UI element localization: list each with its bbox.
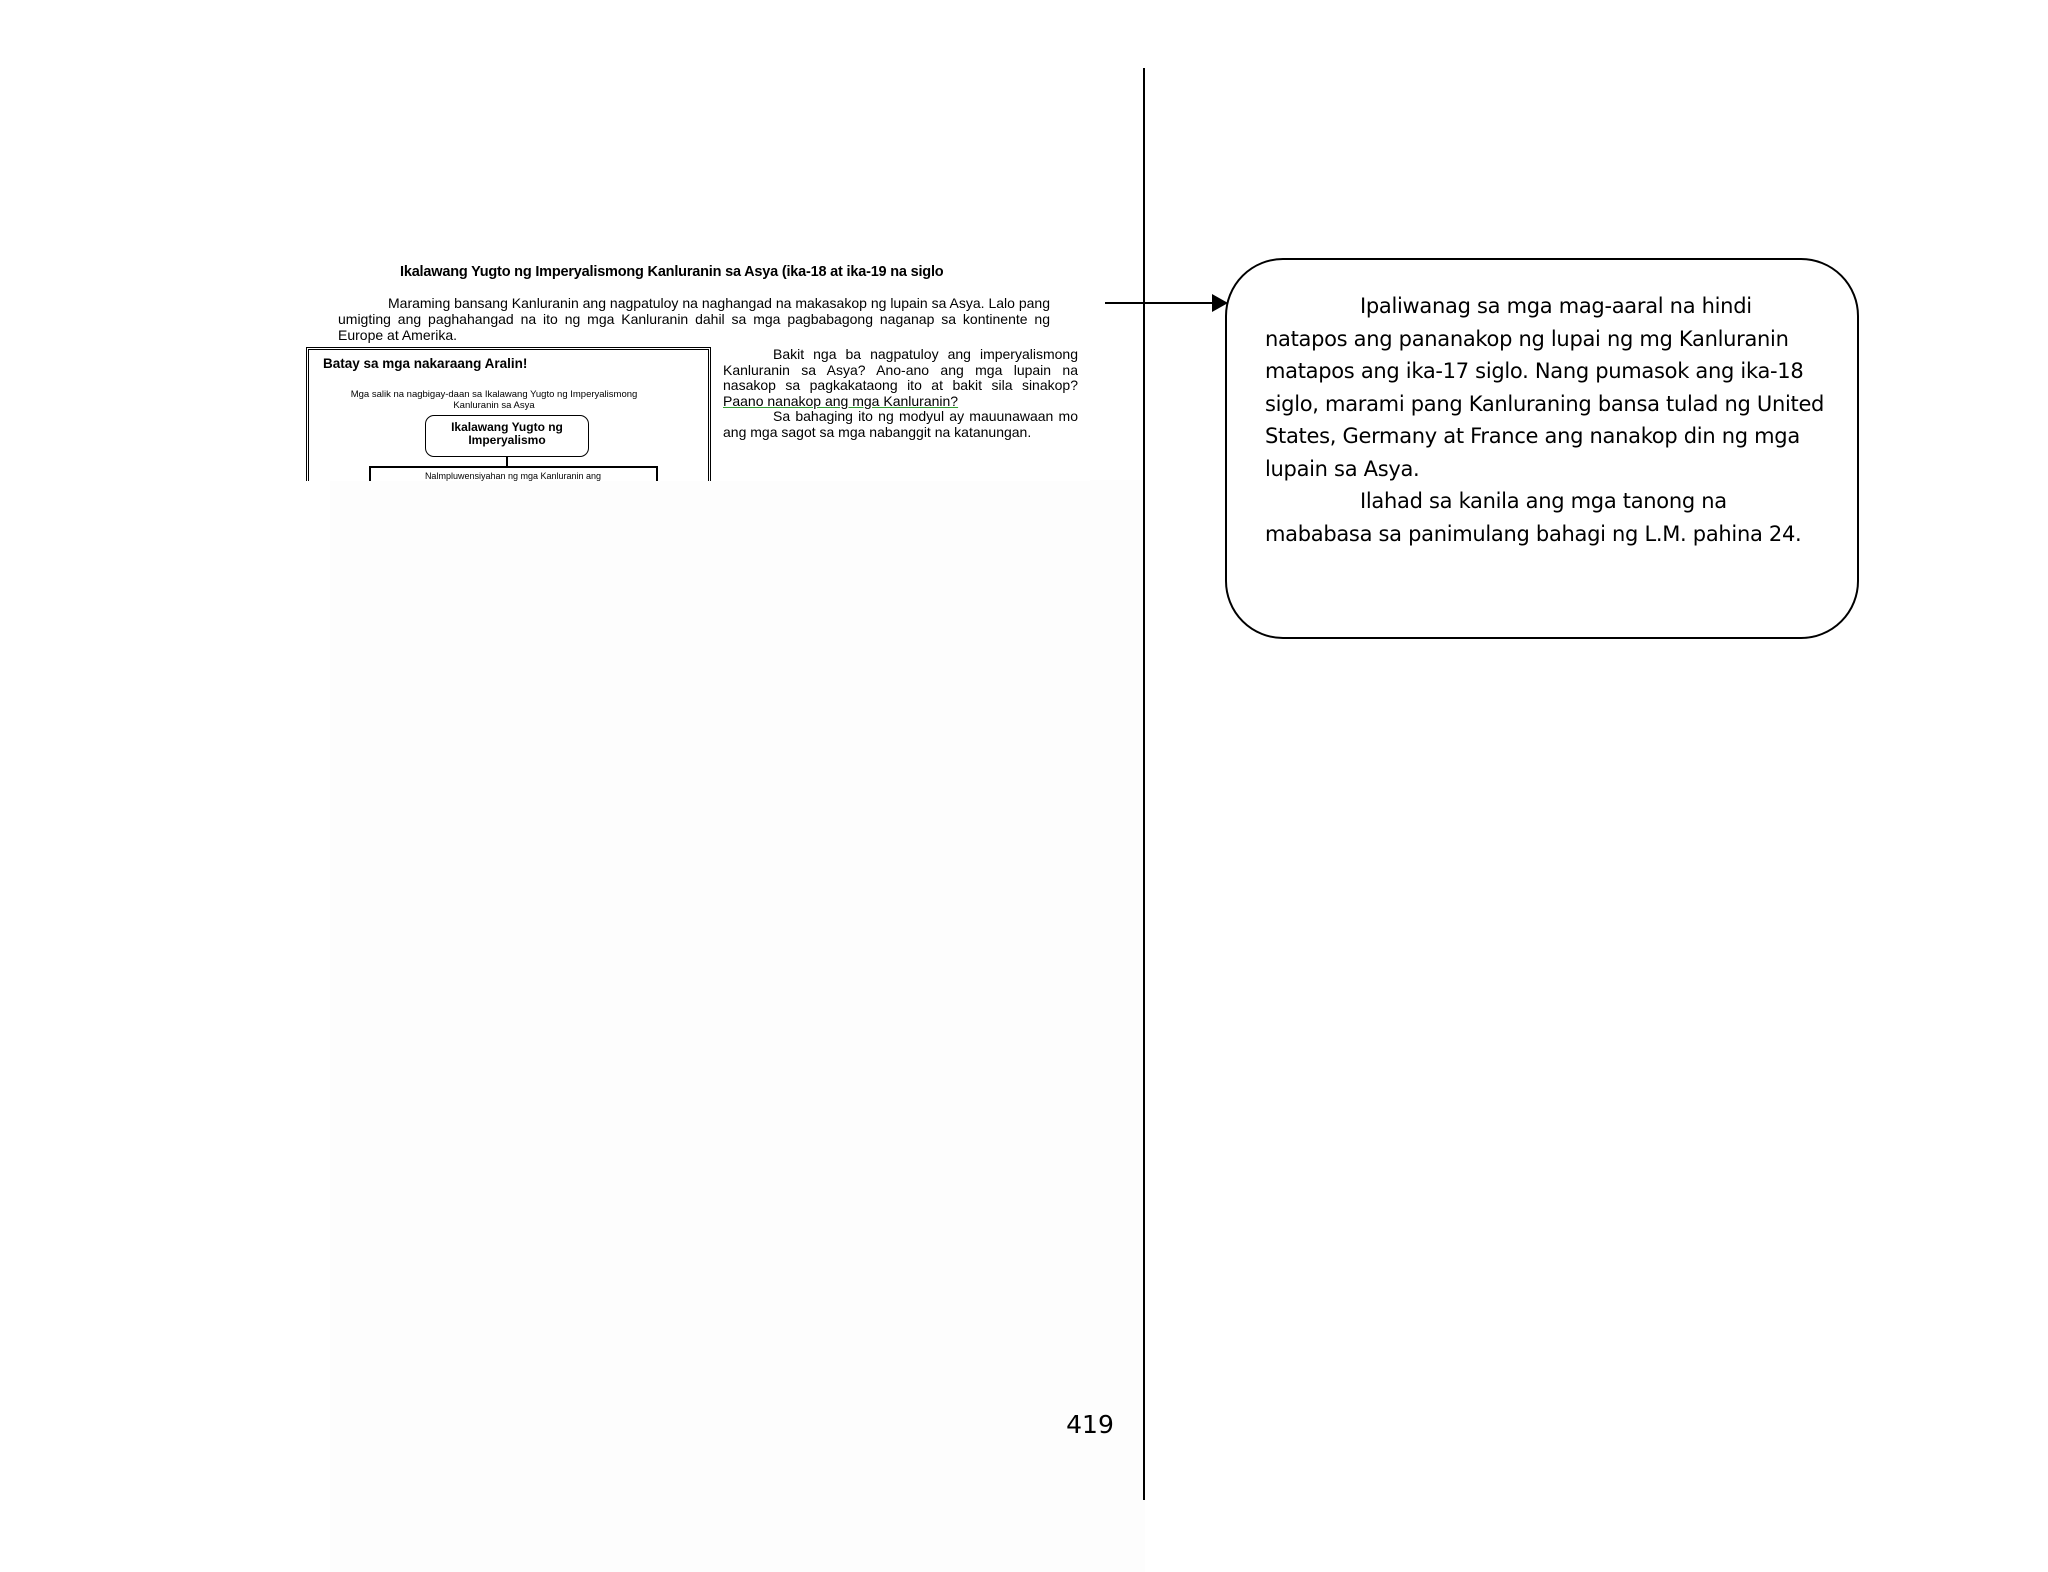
diagram-connector (369, 466, 657, 468)
question-paragraph (723, 347, 1078, 409)
page-number: 419 (1066, 1410, 1114, 1439)
excerpt-sidebox (306, 347, 711, 481)
excerpt-intro: Maraming bansang Kanluranin ang nagpatuloy na naghangad na makasakop ng lupain sa Asya. Lalo pang umigting ang paghahangad na ito ng mga Kanluranin dahil sa mga pagbabagong naganap sa kontinente ng Europe at Amerika. (338, 295, 1050, 343)
column-divider (1143, 68, 1145, 1500)
excerpt-questions (723, 347, 1078, 440)
excerpt-title: Ikalawang Yugto ng Imperyalismong Kanluranin sa Asya (ika-18 at ika-19 na siglo (400, 264, 944, 280)
note-paragraph-2: Ilahad sa kanila ang mga tanong na mababasa sa panimulang bahagi ng L.M. pahina 24. (1265, 489, 1802, 546)
sidebox-title: Batay sa mga nakaraang Aralin! (323, 356, 528, 371)
arrow-line (1105, 302, 1225, 304)
diagram-connector (506, 456, 508, 466)
teacher-note-box (1225, 258, 1859, 639)
page-background (330, 480, 1145, 1572)
diagram-branch-label: Nalmpluwensiyahan ng mga Kanluranin ang (424, 471, 602, 481)
diagram-node: Ikalawang Yugto ng Imperyalismo (425, 415, 589, 457)
module-excerpt-image (300, 262, 1090, 481)
question-main: Bakit nga ba nagpatuloy ang imperyalismong Kanluranin sa Asya? Ano-ano ang mga lupain na nasakop sa pagkakataong ito at bakit sila sinakop? (723, 346, 1078, 393)
question-underlined: Paano nanakop ang mga Kanluranin? (723, 392, 959, 409)
teacher-note-text (1265, 290, 1837, 550)
question-followup: Sa bahaging ito ng modyul ay mauunawaan mo ang mga sagot sa mga nabanggit na katanungan. (723, 408, 1078, 440)
note-paragraph-1: Ipaliwanag sa mga mag-aaral na hindi natapos ang pananakop ng lupai ng mg Kanluranin matapos ang ika-17 siglo. Nang pumasok ang ika-18 siglo, marami pang Kanluraning bansa tulad ng United States, Germany at France ang nanakop din ng mga lupain sa Asya. (1265, 294, 1825, 481)
sidebox-subtitle: Mga salik na nagbigay-daan sa Ikalawang Yugto ng Imperyalismong Kanluranin sa Asya (350, 389, 638, 411)
